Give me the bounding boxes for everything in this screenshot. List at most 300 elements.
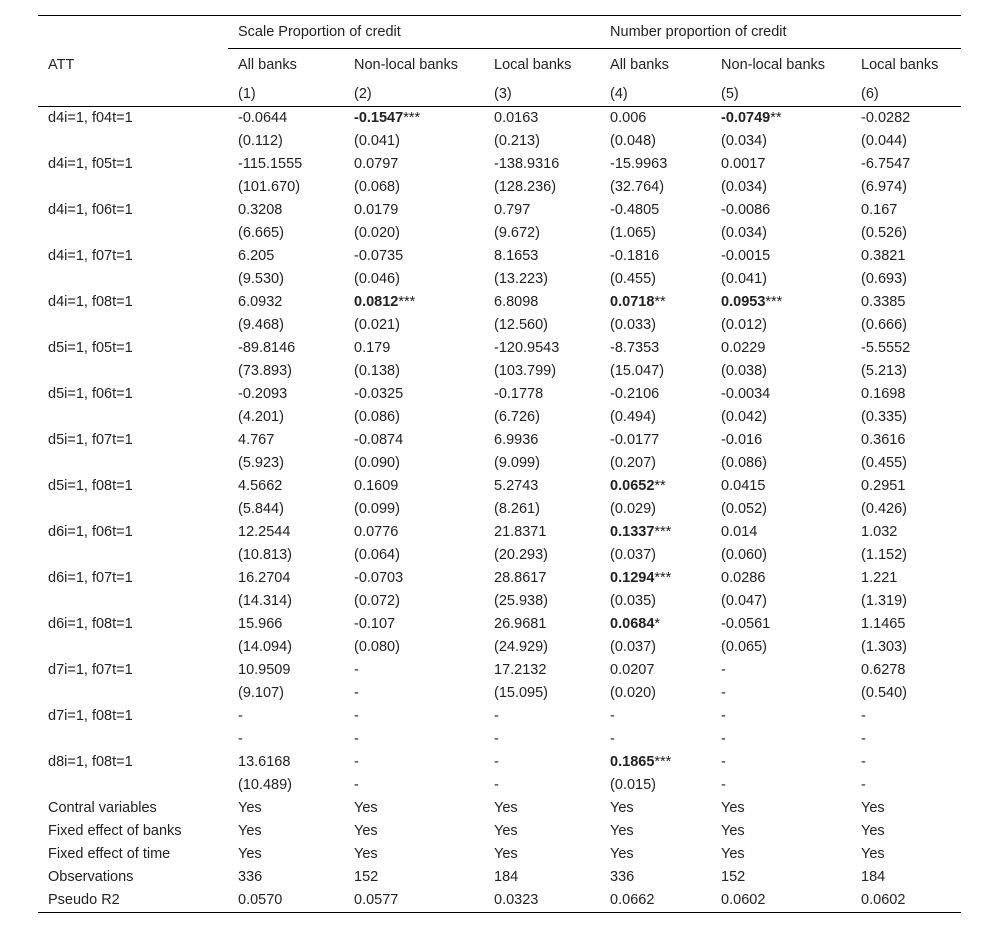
cell-value: (1.065)	[610, 225, 656, 241]
row-label	[38, 728, 228, 751]
column-number-1: (1)	[228, 82, 344, 107]
table-row	[38, 475, 961, 498]
cell-value: (0.041)	[354, 133, 400, 149]
cell-value: (128.236)	[494, 179, 557, 195]
cell-value: (0.090)	[354, 455, 400, 471]
table-cell	[711, 475, 851, 498]
cell-value: -	[354, 685, 359, 701]
row-label: d6i=1, f07t=1	[48, 570, 133, 586]
table-cell	[484, 291, 600, 314]
cell-value: 15.966	[238, 616, 283, 632]
table-row	[38, 613, 961, 636]
table-cell	[711, 429, 851, 452]
table-cell	[600, 406, 711, 429]
cell-value: 0.1337	[610, 524, 655, 540]
cell-value: (6.665)	[238, 225, 284, 241]
cell-value: (0.693)	[861, 271, 907, 287]
row-label	[38, 498, 228, 521]
cell-value: (6.974)	[861, 179, 907, 195]
table-cell	[228, 360, 344, 383]
table-row	[38, 222, 961, 245]
cell-value: (9.099)	[494, 455, 540, 471]
cell-value: -8.7353	[610, 340, 660, 356]
cell-value: 0.0797	[354, 156, 399, 172]
table-cell	[711, 337, 851, 360]
row-label: d6i=1, f06t=1	[48, 524, 133, 540]
cell-value: 0.0323	[494, 892, 539, 908]
table-cell	[711, 360, 851, 383]
table-row	[38, 682, 961, 705]
table-cell	[484, 498, 600, 521]
column-number-2: (2)	[344, 82, 484, 107]
header-corner	[38, 16, 228, 49]
cell-value: (0.213)	[494, 133, 540, 149]
row-label: Fixed effect of banks	[48, 823, 182, 839]
row-label	[38, 268, 228, 291]
cell-value: -0.0086	[721, 202, 771, 218]
table-cell	[711, 176, 851, 199]
significance-stars: ***	[765, 294, 783, 310]
cell-value: (10.813)	[238, 547, 293, 563]
cell-value: -0.0325	[354, 386, 404, 402]
table-cell	[484, 314, 600, 337]
cell-value: 0.0812	[354, 294, 399, 310]
table-cell	[344, 498, 484, 521]
table-cell	[484, 107, 600, 131]
group-header-scale: Scale Proportion of credit	[228, 16, 600, 49]
row-label	[38, 636, 228, 659]
table-cell	[851, 337, 961, 360]
cell-value: -	[354, 754, 359, 770]
cell-value: -	[861, 754, 866, 770]
table-cell	[228, 544, 344, 567]
cell-value: Yes	[721, 823, 745, 839]
table-cell	[851, 268, 961, 291]
cell-value: 184	[494, 869, 519, 885]
cell-value: 8.1653	[494, 248, 539, 264]
table-row	[38, 429, 961, 452]
cell-value: (0.080)	[354, 639, 400, 655]
cell-value: 0.6278	[861, 662, 906, 678]
table-cell	[228, 452, 344, 475]
table-cell	[711, 728, 851, 751]
table-cell	[228, 498, 344, 521]
cell-value: (0.455)	[610, 271, 656, 287]
cell-value: -	[610, 708, 615, 724]
cell-value: Yes	[861, 846, 885, 862]
table-body	[38, 107, 961, 913]
cell-value: (5.213)	[861, 363, 907, 379]
cell-value: -89.8146	[238, 340, 296, 356]
table-cell	[600, 360, 711, 383]
table-cell	[851, 567, 961, 590]
cell-value: Yes	[861, 823, 885, 839]
table-cell	[484, 383, 600, 406]
table-cell	[484, 659, 600, 682]
table-cell	[711, 452, 851, 475]
column-header-1: All banks	[238, 57, 297, 73]
table-cell	[344, 176, 484, 199]
table-cell	[600, 682, 711, 705]
table-row	[38, 452, 961, 475]
significance-stars: **	[654, 478, 666, 494]
cell-value: (10.489)	[238, 777, 293, 793]
table-cell	[711, 406, 851, 429]
table-cell	[711, 544, 851, 567]
cell-value: (0.540)	[861, 685, 907, 701]
table-cell	[228, 291, 344, 314]
header-number-row	[38, 82, 961, 107]
table-cell	[851, 314, 961, 337]
table-cell	[344, 866, 484, 889]
table-cell	[344, 705, 484, 728]
table-cell	[711, 820, 851, 843]
cell-value: 0.0415	[721, 478, 766, 494]
row-label: d8i=1, f08t=1	[48, 754, 133, 770]
table-cell	[228, 176, 344, 199]
table-cell	[228, 268, 344, 291]
cell-value: 0.0684	[610, 616, 655, 632]
table-row	[38, 245, 961, 268]
cell-value: -	[494, 708, 499, 724]
cell-value: 336	[238, 869, 263, 885]
table-cell	[228, 820, 344, 843]
cell-value: -	[721, 731, 726, 747]
cell-value: 1.1465	[861, 616, 906, 632]
table-cell	[344, 383, 484, 406]
table-cell	[711, 153, 851, 176]
cell-value: 1.221	[861, 570, 898, 586]
cell-value: 0.0570	[238, 892, 283, 908]
table-cell	[600, 866, 711, 889]
cell-value: (0.494)	[610, 409, 656, 425]
cell-value: -0.1547	[354, 110, 404, 126]
table-row	[38, 567, 961, 590]
cell-value: (15.095)	[494, 685, 549, 701]
table-cell	[344, 889, 484, 913]
cell-value: 152	[354, 869, 379, 885]
table-cell	[600, 199, 711, 222]
table-cell	[228, 153, 344, 176]
table-cell	[851, 889, 961, 913]
row-label: d4i=1, f05t=1	[48, 156, 133, 172]
cell-value: -	[721, 754, 726, 770]
table-cell	[484, 176, 600, 199]
table-cell	[851, 176, 961, 199]
cell-value: (0.099)	[354, 501, 400, 517]
cell-value: Yes	[238, 846, 262, 862]
cell-value: 21.8371	[494, 524, 547, 540]
table-cell	[600, 521, 711, 544]
row-label: Pseudo R2	[38, 889, 228, 913]
table-cell	[711, 567, 851, 590]
header-group-row	[38, 16, 961, 49]
table-row	[38, 406, 961, 429]
table-cell	[228, 521, 344, 544]
cell-value: -	[238, 708, 243, 724]
table-cell	[484, 820, 600, 843]
cell-value: (1.319)	[861, 593, 907, 609]
cell-value: -	[354, 662, 359, 678]
cell-value: Yes	[494, 846, 518, 862]
table-cell	[600, 705, 711, 728]
cell-value: (0.041)	[721, 271, 767, 287]
table-cell	[600, 107, 711, 131]
cell-value: 26.9681	[494, 616, 547, 632]
table-cell	[711, 245, 851, 268]
cell-value: Yes	[354, 800, 378, 816]
cell-value: -0.0703	[354, 570, 404, 586]
table-cell	[344, 567, 484, 590]
table-cell	[228, 613, 344, 636]
cell-value: (0.068)	[354, 179, 400, 195]
cell-value: 0.0286	[721, 570, 766, 586]
table-row	[38, 797, 961, 820]
table-cell	[711, 222, 851, 245]
cell-value: -0.0644	[238, 110, 288, 126]
cell-value: (9.672)	[494, 225, 540, 241]
cell-value: (0.029)	[610, 501, 656, 517]
table-cell	[600, 291, 711, 314]
cell-value: Yes	[494, 800, 518, 816]
cell-value: 0.0207	[610, 662, 655, 678]
row-label	[38, 176, 228, 199]
table-cell	[344, 613, 484, 636]
significance-stars: ***	[654, 524, 672, 540]
cell-value: (0.034)	[721, 133, 767, 149]
column-number-5: (5)	[711, 82, 851, 107]
row-label: d4i=1, f07t=1	[48, 248, 133, 264]
table-cell	[484, 636, 600, 659]
cell-value: (0.072)	[354, 593, 400, 609]
cell-value: -	[721, 777, 726, 793]
cell-value: -	[354, 731, 359, 747]
table-cell	[851, 475, 961, 498]
table-row	[38, 705, 961, 728]
table-row	[38, 751, 961, 774]
table-cell	[711, 636, 851, 659]
cell-value: 16.2704	[238, 570, 291, 586]
row-label-header: ATT	[48, 56, 75, 73]
table-cell	[851, 153, 961, 176]
table-row	[38, 866, 961, 889]
table-cell	[711, 383, 851, 406]
cell-value: 0.0163	[494, 110, 539, 126]
table-cell	[484, 268, 600, 291]
table-cell	[228, 682, 344, 705]
table-row	[38, 130, 961, 153]
significance-stars: *	[654, 616, 661, 632]
cell-value: -	[721, 662, 726, 678]
table-cell	[851, 682, 961, 705]
cell-value: 0.179	[354, 340, 391, 356]
cell-value: (8.261)	[494, 501, 540, 517]
table-cell	[344, 751, 484, 774]
cell-value: -0.0735	[354, 248, 404, 264]
table-cell	[484, 130, 600, 153]
cell-value: (0.012)	[721, 317, 767, 333]
table-cell	[851, 222, 961, 245]
cell-value: -120.9543	[494, 340, 560, 356]
group-header-number: Number proportion of credit	[600, 16, 961, 49]
table-cell	[600, 567, 711, 590]
cell-value: (0.060)	[721, 547, 767, 563]
cell-value: -0.0561	[721, 616, 771, 632]
cell-value: 0.3821	[861, 248, 906, 264]
table-cell	[484, 337, 600, 360]
table-cell	[344, 153, 484, 176]
column-header-4: All banks	[610, 57, 669, 73]
table-cell	[851, 107, 961, 131]
table-cell	[484, 866, 600, 889]
cell-value: 0.014	[721, 524, 758, 540]
table-cell	[484, 774, 600, 797]
table-cell	[851, 659, 961, 682]
table-cell	[711, 866, 851, 889]
table-row	[38, 521, 961, 544]
table-cell	[228, 222, 344, 245]
cell-value: 1.032	[861, 524, 898, 540]
table-cell	[600, 774, 711, 797]
cell-value: 0.0776	[354, 524, 399, 540]
table-cell	[228, 199, 344, 222]
table-row	[38, 291, 961, 314]
table-cell	[228, 107, 344, 131]
cell-value: (0.207)	[610, 455, 656, 471]
cell-value: (4.201)	[238, 409, 284, 425]
table-cell	[600, 590, 711, 613]
table-cell	[344, 774, 484, 797]
table-cell	[228, 636, 344, 659]
cell-value: Yes	[721, 846, 745, 862]
row-label	[38, 406, 228, 429]
cell-value: -0.107	[354, 616, 396, 632]
table-cell	[344, 590, 484, 613]
cell-value: (0.047)	[721, 593, 767, 609]
table-cell	[600, 820, 711, 843]
cell-value: Yes	[238, 800, 262, 816]
cell-value: 13.6168	[238, 754, 291, 770]
table-cell	[344, 820, 484, 843]
table-cell	[600, 544, 711, 567]
cell-value: Yes	[238, 823, 262, 839]
cell-value: 17.2132	[494, 662, 547, 678]
table-row	[38, 176, 961, 199]
cell-value: (6.726)	[494, 409, 540, 425]
table-cell	[851, 130, 961, 153]
table-row	[38, 199, 961, 222]
cell-value: 0.0602	[721, 892, 766, 908]
cell-value: (9.107)	[238, 685, 284, 701]
table-cell	[600, 613, 711, 636]
table-cell	[600, 797, 711, 820]
cell-value: 12.2544	[238, 524, 291, 540]
row-label: Observations	[48, 869, 134, 885]
table-cell	[600, 314, 711, 337]
cell-value: 0.0602	[861, 892, 906, 908]
cell-value: -0.0282	[861, 110, 911, 126]
cell-value: (13.223)	[494, 271, 549, 287]
cell-value: (1.303)	[861, 639, 907, 655]
cell-value: (0.335)	[861, 409, 907, 425]
cell-value: -0.0874	[354, 432, 404, 448]
table-row	[38, 498, 961, 521]
table-cell	[228, 889, 344, 913]
table-cell	[851, 636, 961, 659]
table-cell	[344, 107, 484, 131]
row-label: d5i=1, f07t=1	[48, 432, 133, 448]
table-cell	[711, 889, 851, 913]
table-cell	[851, 291, 961, 314]
table-cell	[851, 544, 961, 567]
table-cell	[851, 613, 961, 636]
cell-value: 0.0017	[721, 156, 766, 172]
table-cell	[228, 751, 344, 774]
cell-value: (0.034)	[721, 225, 767, 241]
table-cell	[851, 590, 961, 613]
row-label	[38, 222, 228, 245]
cell-value: 0.0953	[721, 294, 766, 310]
cell-value: 28.8617	[494, 570, 547, 586]
table-row	[38, 590, 961, 613]
cell-value: 6.9936	[494, 432, 539, 448]
cell-value: (0.426)	[861, 501, 907, 517]
table-cell	[344, 521, 484, 544]
table-row	[38, 659, 961, 682]
row-label	[38, 774, 228, 797]
table-cell	[484, 843, 600, 866]
row-label	[38, 682, 228, 705]
table-cell	[711, 291, 851, 314]
column-number-4: (4)	[600, 82, 711, 107]
table-cell	[711, 521, 851, 544]
column-number-6: (6)	[851, 82, 961, 107]
table-cell	[851, 866, 961, 889]
table-cell	[484, 705, 600, 728]
table-cell	[711, 199, 851, 222]
cell-value: -	[721, 685, 726, 701]
cell-value: Yes	[610, 800, 634, 816]
table-cell	[228, 705, 344, 728]
row-label: d6i=1, f08t=1	[48, 616, 133, 632]
cell-value: -	[861, 708, 866, 724]
table-cell	[228, 337, 344, 360]
cell-value: -0.2093	[238, 386, 288, 402]
cell-value: (25.938)	[494, 593, 549, 609]
table-cell	[851, 429, 961, 452]
cell-value: 0.0652	[610, 478, 655, 494]
table-row	[38, 314, 961, 337]
row-label	[38, 452, 228, 475]
table-cell	[344, 544, 484, 567]
column-header-3: Local banks	[494, 57, 572, 73]
significance-stars: ***	[654, 570, 672, 586]
cell-value: 6.205	[238, 248, 275, 264]
row-label	[38, 314, 228, 337]
table-cell	[600, 268, 711, 291]
row-label: d7i=1, f07t=1	[48, 662, 133, 678]
table-row	[38, 337, 961, 360]
table-cell	[600, 337, 711, 360]
table-cell	[711, 682, 851, 705]
table-cell	[600, 728, 711, 751]
cell-value: (14.314)	[238, 593, 293, 609]
cell-value: -0.4805	[610, 202, 660, 218]
table-cell	[711, 797, 851, 820]
table-cell	[484, 452, 600, 475]
cell-value: (0.034)	[721, 179, 767, 195]
table-cell	[711, 659, 851, 682]
